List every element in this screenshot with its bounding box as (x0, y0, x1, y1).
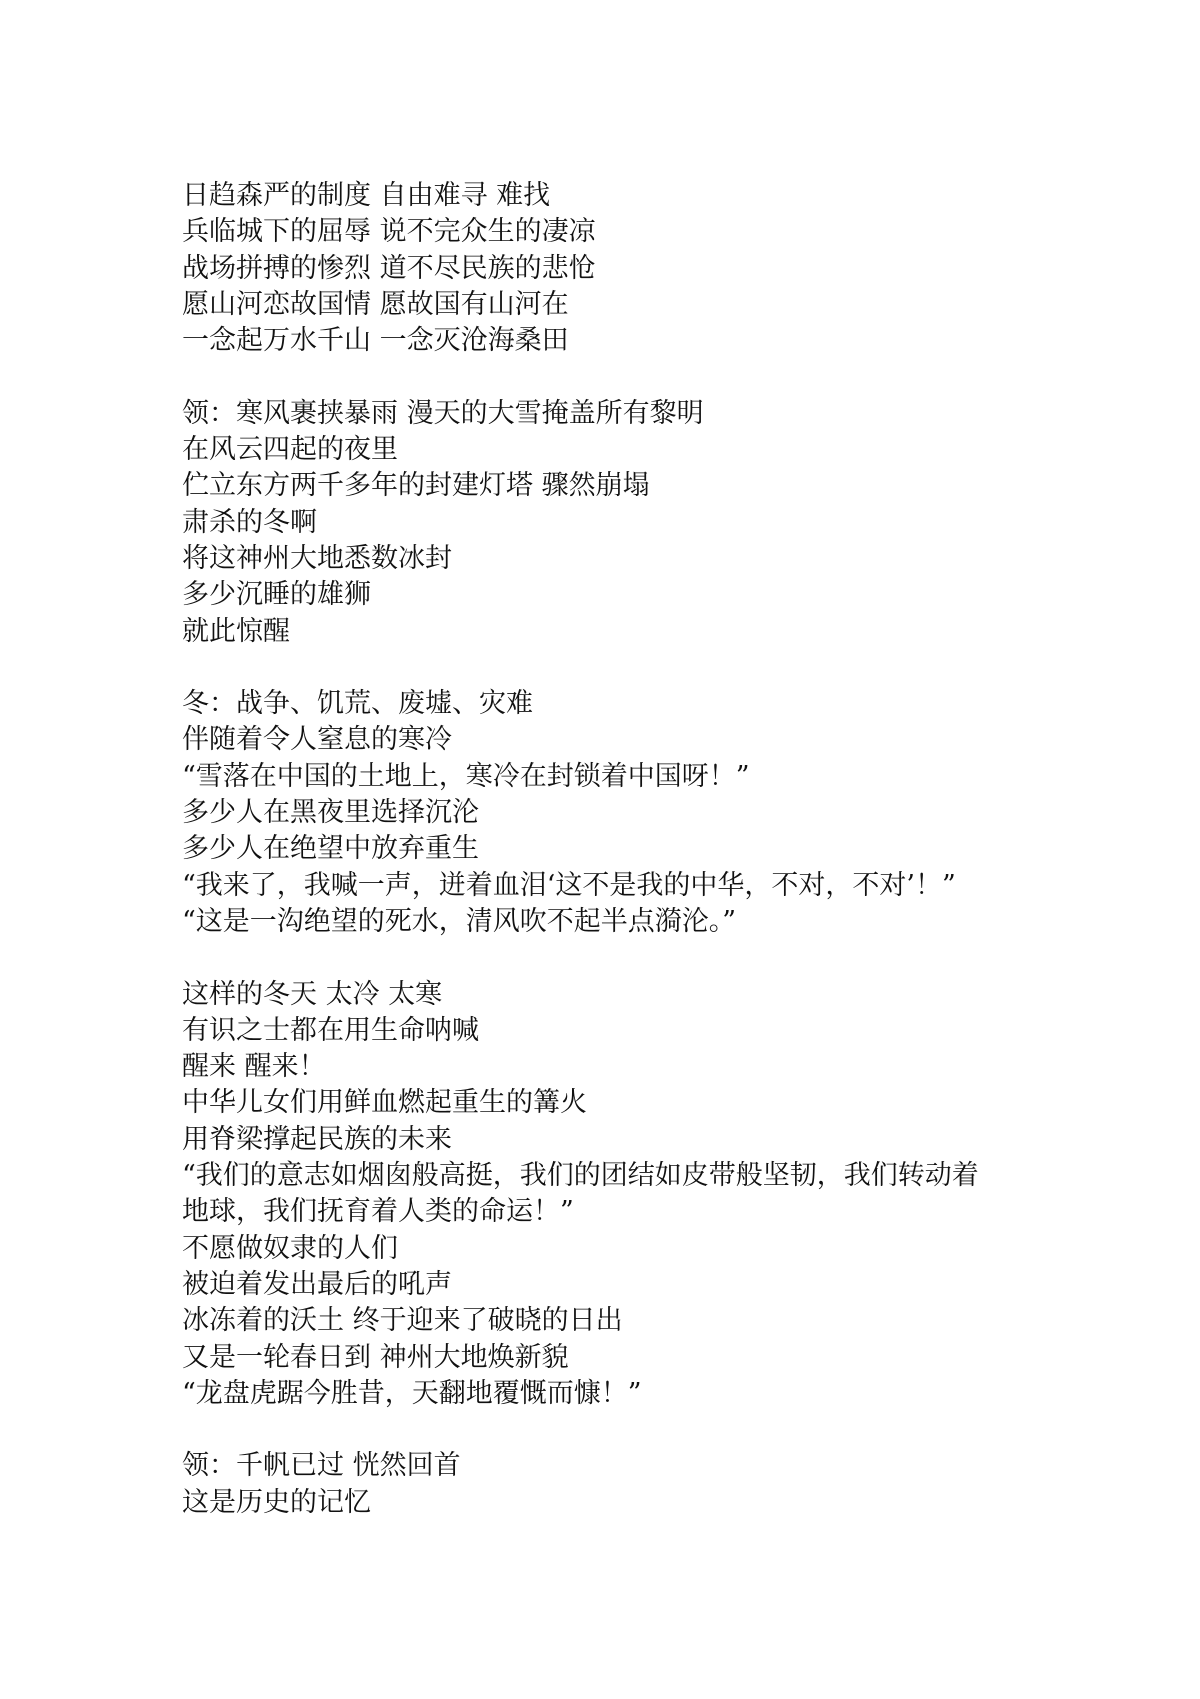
stanza-2 (182, 396, 1082, 650)
text-line: 又是一轮春日到 神州大地焕新貌 (182, 1341, 569, 1373)
text-line: 就此惊醒 (182, 615, 290, 647)
text-line: 伫立东方两千多年的封建灯塔 骤然崩塌 (182, 470, 650, 502)
poem-text (182, 178, 1082, 1521)
text-line: 这样的冬天 太冷 太寒 (182, 978, 443, 1010)
text-line: “雪落在中国的土地上，寒冷在封锁着中国呀！” (182, 760, 750, 792)
text-line: 伴随着令人窒息的寒冷 (182, 724, 452, 756)
text-line: 日趋森严的制度 自由难寻 难找 (182, 180, 551, 211)
text-line: 多少人在绝望中放弃重生 (182, 833, 479, 865)
stanza-3 (182, 686, 1082, 940)
text-line: 兵临城下的屈辱 说不完众生的凄凉 (182, 216, 596, 248)
text-line: 冰冻着的沃土 终于迎来了破晓的日出 (182, 1305, 623, 1337)
text-line: 这是历史的记忆 (182, 1486, 371, 1518)
stanza-5 (182, 1448, 1082, 1521)
text-line: 多少人在黑夜里选择沉沦 (182, 797, 479, 829)
text-line: 醒来 醒来！ (182, 1051, 326, 1083)
text-line: 用脊梁撑起民族的未来 (182, 1123, 452, 1155)
text-line: 一念起万水千山 一念灭沧海桑田 (182, 325, 569, 357)
text-line: “我们的意志如烟囱般高挺，我们的团结如皮带般坚韧，我们转动着 (182, 1160, 979, 1192)
text-line: 在风云四起的夜里 (182, 434, 398, 466)
text-line: 不愿做奴隶的人们 (182, 1232, 398, 1264)
text-line: “我来了，我喊一声，迸着血泪‘这不是我的中华，不对，不对’！” (182, 869, 956, 901)
text-line: “这是一沟绝望的死水，清风吹不起半点漪沦。” (182, 905, 737, 937)
stanza-4 (182, 977, 1082, 1413)
stanza-1 (182, 178, 1082, 359)
text-line: 战场拼搏的惨烈 道不尽民族的悲怆 (182, 252, 596, 284)
text-line: 领：寒风裹挟暴雨 漫天的大雪掩盖所有黎明 (182, 397, 704, 429)
text-line: 有识之士都在用生命呐喊 (182, 1014, 479, 1046)
text-line: 肃杀的冬啊 (182, 506, 317, 538)
text-line: 地球，我们抚育着人类的命运！” (182, 1196, 574, 1228)
text-line: 冬：战争、饥荒、废墟、灾难 (182, 688, 533, 720)
text-line: 多少沉睡的雄狮 (182, 579, 371, 611)
text-line: 中华儿女们用鲜血燃起重生的篝火 (182, 1087, 587, 1119)
text-line: 被迫着发出最后的吼声 (182, 1268, 452, 1300)
text-line: 将这神州大地悉数冰封 (182, 542, 452, 574)
text-line: 愿山河恋故国情 愿故国有山河在 (182, 288, 569, 320)
text-line: 领：千帆已过 恍然回首 (182, 1450, 461, 1482)
text-line: “龙盘虎踞今胜昔，天翻地覆慨而慷！” (182, 1377, 642, 1409)
